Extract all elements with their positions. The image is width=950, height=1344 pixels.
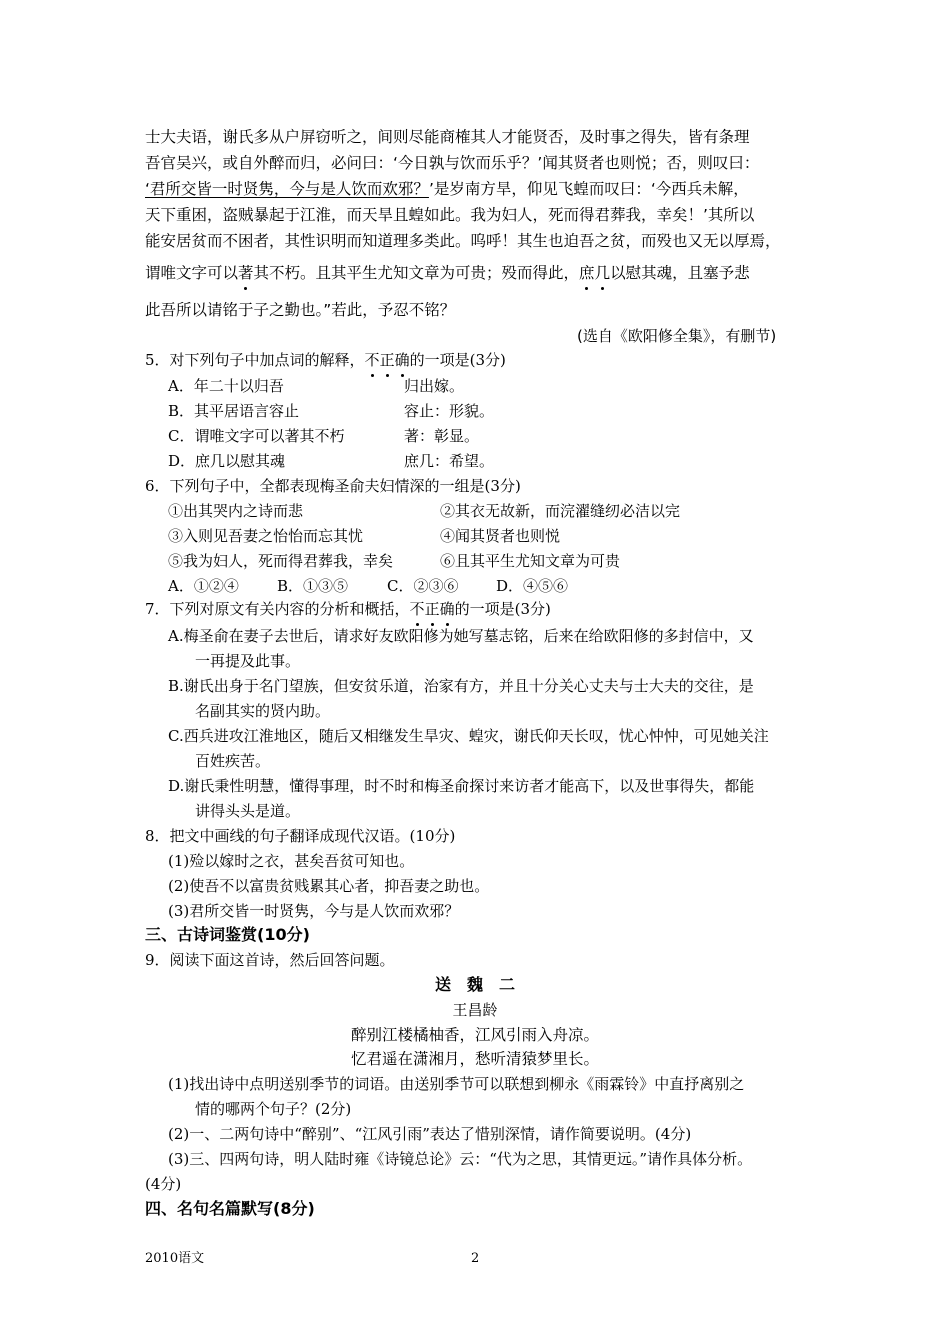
q7-option-a-line-2: 一再提及此事。 xyxy=(195,652,301,670)
underlined-sentence: ‘君所交皆一时贤隽，今与是人饮而欢邪？ xyxy=(145,180,429,198)
passage-line-5: 能安居贫而不困者，其性识明而知道理多类此。呜呼！其生也迫吾之贫，而殁也又无以厚焉， xyxy=(145,232,781,250)
page-number: 2 xyxy=(471,1251,480,1266)
q6-choice-c: C．②③⑥ xyxy=(387,577,459,595)
q7-stem xyxy=(145,599,551,619)
q7-option-a-line-1: A.梅圣俞在妻子去世后，请求好友欧阳修为她写墓志铭，后来在给欧阳修的多封信中，又 xyxy=(168,627,754,645)
q9-part-2: (2)一、二两句诗中“醉别”、“江风引雨”表达了惜别深情，请作简要说明。(4分) xyxy=(168,1125,692,1143)
poem-line-1: 醉别江楼橘柚香，江风引雨入舟凉。 xyxy=(350,1026,599,1044)
q6-choice-d: D．④⑤⑥ xyxy=(496,577,569,595)
passage-line-6-part-a: 谓唯文字可以 xyxy=(145,264,239,282)
q9-part-1-line-1: (1)找出诗中点明送别季节的词语。由送别季节可以联想到柳永《雨霖铃》中直抒离别之 xyxy=(168,1075,745,1093)
passage-line-1: 士大夫语，谢氏多从户屏窃听之，间则尽能商榷其人才能贤否，及时事之得失，皆有条理 xyxy=(145,128,750,146)
q5-option-c: C．谓唯文字可以著其不朽 xyxy=(168,427,345,445)
section-4-heading: 四、名句名篇默写(8分) xyxy=(145,1199,315,1218)
q6-stem: 6．下列句子中，全都表现梅圣俞夫妇情深的一组是(3分) xyxy=(145,477,521,495)
q7-option-d-line-1: D.谢氏秉性明慧，懂得事理，时不时和梅圣俞探讨来访者才能高下，以及世事得失，都能 xyxy=(168,777,755,795)
poem-author: 王昌龄 xyxy=(452,1001,498,1019)
q5-option-d: D．庶几以慰其魂 xyxy=(168,452,286,470)
q9-part-1-line-2: 情的哪两个句子？(2分) xyxy=(195,1100,352,1118)
section-3-heading: 三、古诗词鉴赏(10分) xyxy=(145,925,310,944)
q5-stem xyxy=(145,350,506,370)
q7-emphasis: 不正确 xyxy=(409,600,455,618)
q6-item-2: ②其衣无故新，而浣濯缝纫必洁以完 xyxy=(440,502,681,520)
q5-option-a-gloss: 归出嫁。 xyxy=(404,377,465,395)
q6-item-6: ⑥且其平生尤知文章为可贵 xyxy=(440,552,621,570)
q6-choice-b: B．①③⑤ xyxy=(277,577,349,595)
q6-item-5: ⑤我为妇人，死而得君葬我，幸矣 xyxy=(168,552,394,570)
passage-line-6 xyxy=(145,263,750,283)
dotted-word-shuji: 庶几 xyxy=(579,264,611,282)
q8-stem: 8．把文中画线的句子翻译成现代汉语。(10分) xyxy=(145,827,456,845)
passage-line-2: 吾官吴兴，或自外醉而归，必问曰：‘今日孰与饮而乐乎？’闻其贤者也则悦；否，则叹曰： xyxy=(145,154,760,172)
q5-option-a: A．年二十以归吾 xyxy=(168,377,284,395)
passage-source: (选自《欧阳修全集》，有删节) xyxy=(577,327,777,345)
q7-option-c-line-2: 百姓疾苦。 xyxy=(195,752,271,770)
passage-line-6-part-b: 其不朽。且其平生尤知文章为可贵；殁而得此， xyxy=(253,264,580,282)
passage-line-6-part-c: 以慰其魂，且塞予悲 xyxy=(610,264,750,282)
q7-option-d-line-2: 讲得头头是道。 xyxy=(195,802,301,820)
q8-sentence-1: (1)殓以嫁时之衣，甚矣吾贫可知也。 xyxy=(168,852,415,870)
q6-item-4: ④闻其贤者也则悦 xyxy=(440,527,561,545)
q5-option-d-gloss: 庶几：希望。 xyxy=(404,452,495,470)
q5-emphasis: 不正确 xyxy=(364,351,410,369)
q7-stem-a: 7．下列对原文有关内容的分析和概括， xyxy=(145,600,410,618)
q7-option-b-line-2: 名副其实的贤内助。 xyxy=(195,702,331,720)
q8-sentence-3: (3)君所交皆一时贤隽，今与是人饮而欢邪？ xyxy=(168,902,460,920)
q5-stem-b: 的一项是(3分) xyxy=(409,351,506,369)
q5-option-b-gloss: 容止：形貌。 xyxy=(404,402,495,420)
q8-sentence-2: (2)使吾不以富贵贫贱累其心者，抑吾妻之助也。 xyxy=(168,877,490,895)
q7-option-c-line-1: C.西兵进攻江淮地区，随后又相继发生旱灾、蝗灾，谢氏仰天长叹，忧心忡忡，可见她关注 xyxy=(168,727,769,745)
q9-part-3-line-1: (3)三、四两句诗，明人陆时雍《诗镜总论》云：“代为之思，其情更远。”请作具体分析。 xyxy=(168,1150,753,1168)
q9-part-3-line-2: (4分) xyxy=(145,1175,182,1193)
passage-line-3-rest: ’是岁南方旱，仰见飞蝗而叹曰：‘今西兵未解， xyxy=(428,180,749,198)
q7-option-b-line-1: B.谢氏出身于名门望族，但安贫乐道，治家有方，并且十分关心丈夫与士大夫的交往，是 xyxy=(168,677,754,695)
q9-stem: 9．阅读下面这首诗，然后回答问题。 xyxy=(145,951,395,969)
passage-line-4: 天下重困，盗贼暴起于江淮，而天旱且蝗如此。我为妇人，死而得君葬我，幸矣！’其所以 xyxy=(145,206,755,224)
q5-stem-a: 5．对下列句子中加点词的解释， xyxy=(145,351,365,369)
q5-option-b: B．其平居语言容止 xyxy=(168,402,300,420)
poem-line-2: 忆君遥在潇湘月，愁听清猿梦里长。 xyxy=(350,1050,599,1068)
dotted-word-zhu: 著 xyxy=(238,264,254,282)
passage-line-3 xyxy=(145,179,749,199)
q6-item-3: ③入则见吾妻之怡怡而忘其忧 xyxy=(168,527,364,545)
q6-item-1: ①出其哭内之诗而悲 xyxy=(168,502,304,520)
q5-option-c-gloss: 著：彰显。 xyxy=(404,427,480,445)
footer-label: 2010语文 xyxy=(145,1251,205,1266)
poem-title: 送 魏 二 xyxy=(434,975,515,994)
q7-stem-b: 的一项是(3分) xyxy=(454,600,551,618)
passage-line-7: 此吾所以请铭于子之勤也。”若此，予忍不铭？ xyxy=(145,301,456,319)
q6-choice-a: A．①②④ xyxy=(168,577,239,595)
